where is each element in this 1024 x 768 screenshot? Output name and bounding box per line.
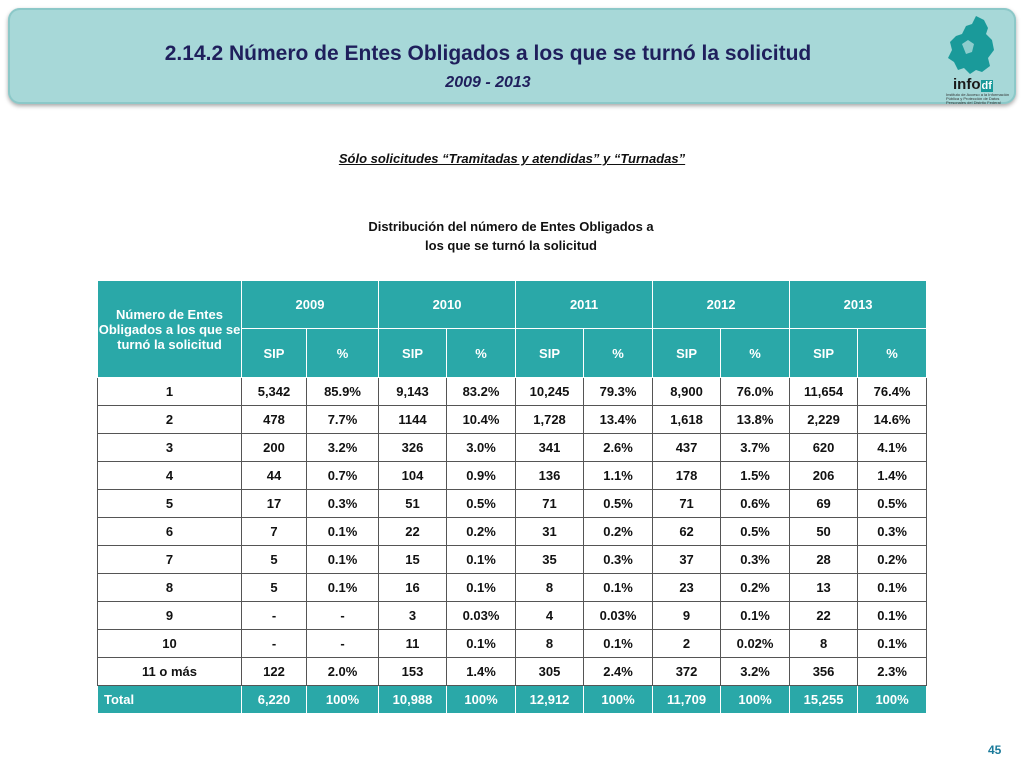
table-cell: 71 <box>653 490 721 518</box>
table-cell: 13.4% <box>584 406 653 434</box>
table-cell: 1.5% <box>721 462 790 490</box>
table-cell: 0.2% <box>721 574 790 602</box>
table-cell: 71 <box>516 490 584 518</box>
table-cell: 437 <box>653 434 721 462</box>
table-cell: 10.4% <box>447 406 516 434</box>
row-label-cell: 6 <box>98 518 242 546</box>
logo-suffix: df <box>981 80 992 92</box>
table-cell: 0.1% <box>447 546 516 574</box>
table-cell: 0.1% <box>858 630 927 658</box>
table-cell: 12,912 <box>516 686 584 714</box>
table-row <box>98 602 927 630</box>
table-cell: 76.4% <box>858 378 927 406</box>
table-cell: 122 <box>242 658 307 686</box>
pct-header: % <box>447 329 516 378</box>
table-cell: 14.6% <box>858 406 927 434</box>
table-cell: 35 <box>516 546 584 574</box>
table-cell: 0.3% <box>307 490 379 518</box>
title-banner <box>8 8 1016 104</box>
table-cell: 153 <box>379 658 447 686</box>
table-cell: 37 <box>653 546 721 574</box>
table-cell: - <box>307 602 379 630</box>
entes-table <box>97 280 927 714</box>
table-row <box>98 658 927 686</box>
sip-header: SIP <box>653 329 721 378</box>
table-cell: 3.7% <box>721 434 790 462</box>
table-cell: 13 <box>790 574 858 602</box>
table-cell: 0.1% <box>447 574 516 602</box>
table-cell: 6,220 <box>242 686 307 714</box>
page-number: 45 <box>988 743 1002 757</box>
table-cell: 2.0% <box>307 658 379 686</box>
table-cell: 2.6% <box>584 434 653 462</box>
year-header-row <box>98 281 927 329</box>
row-label-cell: 9 <box>98 602 242 630</box>
table-cell: 31 <box>516 518 584 546</box>
table-cell: 22 <box>790 602 858 630</box>
pct-header: % <box>858 329 927 378</box>
table-cell: 16 <box>379 574 447 602</box>
table-cell: 8 <box>516 574 584 602</box>
table-row <box>98 490 927 518</box>
sip-header: SIP <box>790 329 858 378</box>
logo-caption: Instituto de Acceso a la Información Pública y Protección de Datos Personales del Distrito Federal <box>946 92 1010 105</box>
table-cell: 3.0% <box>447 434 516 462</box>
year-header: 2012 <box>653 281 790 329</box>
table-cell: 0.9% <box>447 462 516 490</box>
table-cell: 0.5% <box>584 490 653 518</box>
logo-word: info <box>953 76 981 93</box>
table-cell: 1.1% <box>584 462 653 490</box>
table-cell: 1,728 <box>516 406 584 434</box>
row-label-cell: 8 <box>98 574 242 602</box>
table-cell: 13.8% <box>721 406 790 434</box>
table-row <box>98 406 927 434</box>
table-row <box>98 574 927 602</box>
table-cell: 0.03% <box>584 602 653 630</box>
sip-header: SIP <box>379 329 447 378</box>
pct-header: % <box>307 329 379 378</box>
table-cell: 0.1% <box>858 574 927 602</box>
table-cell: 0.1% <box>584 574 653 602</box>
table-cell: 10,988 <box>379 686 447 714</box>
row-label-cell: 4 <box>98 462 242 490</box>
table-title <box>350 217 672 255</box>
table-cell: 2 <box>653 630 721 658</box>
table-cell: 0.1% <box>584 630 653 658</box>
table-cell: - <box>307 630 379 658</box>
table-cell: 8 <box>516 630 584 658</box>
table-cell: 0.2% <box>447 518 516 546</box>
table-cell: 2.4% <box>584 658 653 686</box>
row-label-cell: 10 <box>98 630 242 658</box>
table-cell: 3.2% <box>307 434 379 462</box>
row-label-cell: Total <box>98 686 242 714</box>
table-cell: 9,143 <box>379 378 447 406</box>
table-cell: 1,618 <box>653 406 721 434</box>
table-title-line2: los que se turnó la solicitud <box>425 238 597 253</box>
table-cell: 0.1% <box>858 602 927 630</box>
table-row <box>98 630 927 658</box>
table-cell: - <box>242 630 307 658</box>
infodf-logo-text <box>953 76 993 93</box>
sip-header: SIP <box>242 329 307 378</box>
table-cell: 69 <box>790 490 858 518</box>
table-cell: 7.7% <box>307 406 379 434</box>
table-cell: 0.1% <box>307 546 379 574</box>
row-label-cell: 5 <box>98 490 242 518</box>
table-cell: 50 <box>790 518 858 546</box>
table-cell: - <box>242 602 307 630</box>
table-cell: 0.3% <box>721 546 790 574</box>
table-cell: 5 <box>242 546 307 574</box>
table-cell: 0.1% <box>307 518 379 546</box>
table-cell: 305 <box>516 658 584 686</box>
table-cell: 0.1% <box>721 602 790 630</box>
row-label-cell: 2 <box>98 406 242 434</box>
table-cell: 11,709 <box>653 686 721 714</box>
table-cell: 0.3% <box>584 546 653 574</box>
row-label-cell: 11 o más <box>98 658 242 686</box>
table-cell: 0.6% <box>721 490 790 518</box>
table-cell: 1.4% <box>447 658 516 686</box>
page-subtitle: 2009 - 2013 <box>445 74 531 91</box>
pct-header: % <box>721 329 790 378</box>
table-cell: 7 <box>242 518 307 546</box>
table-cell: 0.2% <box>584 518 653 546</box>
table-cell: 0.7% <box>307 462 379 490</box>
table-cell: 0.1% <box>307 574 379 602</box>
table-cell: 0.03% <box>447 602 516 630</box>
table-cell: 0.02% <box>721 630 790 658</box>
table-cell: 620 <box>790 434 858 462</box>
table-row <box>98 462 927 490</box>
year-header: 2011 <box>516 281 653 329</box>
table-cell: 100% <box>721 686 790 714</box>
table-cell: 15,255 <box>790 686 858 714</box>
table-cell: 83.2% <box>447 378 516 406</box>
row-label-cell: 3 <box>98 434 242 462</box>
table-cell: 100% <box>584 686 653 714</box>
table-cell: 2.3% <box>858 658 927 686</box>
pct-header: % <box>584 329 653 378</box>
table-cell: 51 <box>379 490 447 518</box>
table-cell: 44 <box>242 462 307 490</box>
table-title-line1: Distribución del número de Entes Obligados a <box>368 219 654 234</box>
table-cell: 178 <box>653 462 721 490</box>
table-cell: 136 <box>516 462 584 490</box>
table-cell: 8,900 <box>653 378 721 406</box>
table-cell: 22 <box>379 518 447 546</box>
row-label-cell: 7 <box>98 546 242 574</box>
row-label-cell: 1 <box>98 378 242 406</box>
table-cell: 356 <box>790 658 858 686</box>
table-cell: 4.1% <box>858 434 927 462</box>
table-cell: 372 <box>653 658 721 686</box>
table-cell: 0.5% <box>721 518 790 546</box>
table-cell: 9 <box>653 602 721 630</box>
table-cell: 11 <box>379 630 447 658</box>
year-header: 2010 <box>379 281 516 329</box>
table-cell: 1.4% <box>858 462 927 490</box>
filter-note: Sólo solicitudes “Tramitadas y atendidas” y “Turnadas” <box>338 151 686 166</box>
table-cell: 5,342 <box>242 378 307 406</box>
table-cell: 0.5% <box>858 490 927 518</box>
table-cell: 0.1% <box>447 630 516 658</box>
table-cell: 0.5% <box>447 490 516 518</box>
table-cell: 478 <box>242 406 307 434</box>
table-cell: 0.3% <box>858 518 927 546</box>
table-cell: 2,229 <box>790 406 858 434</box>
table-cell: 100% <box>447 686 516 714</box>
table-cell: 200 <box>242 434 307 462</box>
table-cell: 100% <box>307 686 379 714</box>
table-row <box>98 434 927 462</box>
table-cell: 23 <box>653 574 721 602</box>
table-cell: 5 <box>242 574 307 602</box>
table-row <box>98 518 927 546</box>
table-cell: 62 <box>653 518 721 546</box>
table-cell: 15 <box>379 546 447 574</box>
table-cell: 3.2% <box>721 658 790 686</box>
table-cell: 79.3% <box>584 378 653 406</box>
page-title: 2.14.2 Número de Entes Obligados a los que se turnó la solicitud <box>164 42 812 65</box>
table-cell: 104 <box>379 462 447 490</box>
table-cell: 28 <box>790 546 858 574</box>
total-row <box>98 686 927 714</box>
table-cell: 326 <box>379 434 447 462</box>
table-cell: 0.2% <box>858 546 927 574</box>
table-cell: 341 <box>516 434 584 462</box>
table-body <box>98 378 927 714</box>
table-row <box>98 378 927 406</box>
table-cell: 76.0% <box>721 378 790 406</box>
year-header: 2009 <box>242 281 379 329</box>
table-cell: 1144 <box>379 406 447 434</box>
table-cell: 4 <box>516 602 584 630</box>
table-row <box>98 546 927 574</box>
table-cell: 3 <box>379 602 447 630</box>
table-cell: 100% <box>858 686 927 714</box>
table-cell: 8 <box>790 630 858 658</box>
table-cell: 206 <box>790 462 858 490</box>
table-cell: 11,654 <box>790 378 858 406</box>
year-header: 2013 <box>790 281 927 329</box>
table-cell: 10,245 <box>516 378 584 406</box>
table-cell: 85.9% <box>307 378 379 406</box>
sip-header: SIP <box>516 329 584 378</box>
table-cell: 17 <box>242 490 307 518</box>
row-header-cell: Número de Entes Obligados a los que se turnó la solicitud <box>98 281 242 378</box>
